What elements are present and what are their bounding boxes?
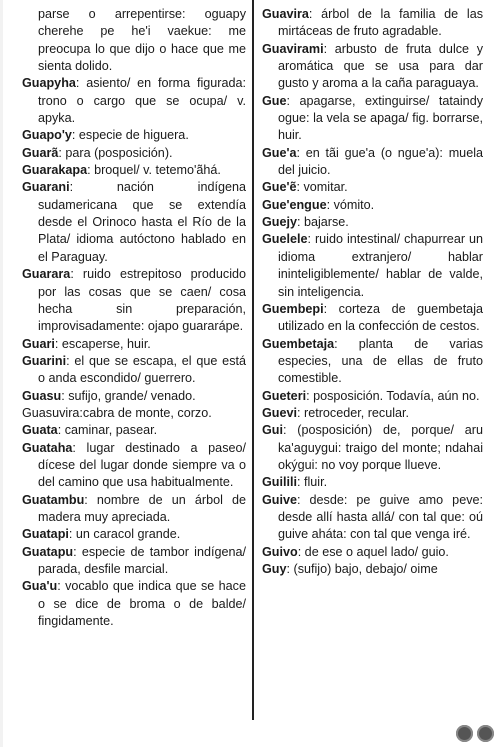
dictionary-entry	[22, 75, 246, 127]
dictionary-entry	[262, 93, 483, 145]
entry-headword: Gue	[262, 93, 287, 108]
entry-definition: : asiento/ en forma figurada: trono o cargo que se ocupa/ v. apyka.	[38, 76, 246, 126]
dictionary-entry	[22, 353, 246, 388]
entry-definition: : caminar, pasear.	[57, 423, 158, 438]
continued-entry-text: parse o arrepentirse: oguapy cherehe pe he'i vaekue: me preocupa lo que dijo o hace que me sienta dolido.	[38, 7, 246, 74]
entry-headword: Guy	[262, 562, 287, 576]
entry-definition: : corteza de guembetaja utilizado en la confección de cestos.	[278, 301, 483, 334]
entry-definition: : posposición. Todavía, aún no.	[306, 388, 480, 403]
entry-headword: Guelele	[262, 232, 308, 247]
dictionary-entry	[262, 544, 483, 561]
left-entry-list	[22, 75, 246, 630]
entry-definition: : apagarse, extinguirse/ tataindy ogue: la vela se apaga/ fig. borrarse, huir.	[278, 93, 483, 143]
dictionary-entry	[22, 162, 246, 179]
entry-definition: : para (posposición).	[58, 145, 173, 160]
entry-headword: Guive	[262, 492, 297, 507]
dictionary-entry	[262, 474, 483, 491]
entry-definition: : escaperse, huir.	[54, 336, 151, 351]
entry-definition: : (sufijo) bajo, debajo/ oime	[286, 562, 438, 576]
entry-headword: Guembetaja	[262, 336, 335, 351]
right-column	[262, 6, 483, 578]
page-edge	[0, 0, 3, 747]
dictionary-entry	[22, 422, 246, 439]
entry-definition: : nombre de un árbol de madera muy apreciada.	[38, 492, 246, 524]
dictionary-entry	[262, 405, 483, 422]
entry-headword: Guarani	[22, 180, 70, 195]
entry-definition: : ruido intestinal/ chapurrear un idioma extranjero/ hablar ininteligiblemente/ hablar de valde, sin inteligencia.	[278, 232, 483, 299]
dictionary-entry	[22, 440, 246, 492]
dictionary-entry	[22, 388, 246, 405]
circle-badge-icon	[456, 725, 473, 742]
corner-badges	[456, 725, 494, 742]
dictionary-entry	[22, 526, 246, 543]
dictionary-entry	[262, 41, 483, 93]
entry-definition: : de ese o aquel lado/ guio.	[297, 544, 449, 559]
left-column	[22, 6, 246, 630]
entry-definition: Guasuvira:cabra de monte, corzo.	[22, 405, 212, 420]
dictionary-entry	[262, 6, 483, 41]
entry-headword: Guavira	[262, 7, 309, 21]
entry-headword: Guilili	[262, 475, 297, 490]
dictionary-entry	[262, 492, 483, 544]
entry-definition: : desde: pe guive amo peve: desde allí hasta allá/ con tal que: oú guive aháta: con tal que venga iré.	[278, 492, 483, 542]
dictionary-entry	[22, 578, 246, 630]
circle-badge-icon	[477, 725, 494, 742]
dictionary-entry	[262, 179, 483, 196]
entry-headword: Guembepi	[262, 301, 324, 316]
entry-definition: : vomitar.	[296, 180, 348, 195]
entry-definition: : sufijo, grande/ venado.	[61, 388, 196, 403]
entry-definition: : especie de higuera.	[71, 128, 189, 143]
dictionary-entry	[22, 405, 246, 422]
entry-headword: Gua'u	[22, 579, 58, 594]
entry-headword: Guarakapa	[22, 163, 88, 178]
entry-headword: Guasu	[22, 388, 62, 403]
dictionary-entry	[262, 145, 483, 180]
entry-headword: Guapyha	[22, 76, 76, 91]
dictionary-entry	[22, 336, 246, 353]
dictionary-entry	[22, 266, 246, 335]
dictionary-entry	[22, 127, 246, 144]
entry-headword: Guivo	[262, 544, 298, 559]
entry-headword: Guata	[22, 423, 58, 438]
dictionary-entry	[262, 231, 483, 300]
entry-definition: : (posposición) de, porque/ aru ka'aguygui: traigo del monte; ndahai okýgui: no voy porque llueve.	[278, 423, 483, 472]
entry-headword: Guarã	[22, 145, 59, 160]
entry-definition: : árbol de la familia de las mirtáceas de fruto agradable.	[278, 7, 483, 39]
entry-headword: Guarini	[22, 353, 67, 368]
entry-definition: : arbusto de fruta dulce y aromática que se usa para dar gusto y aroma a la caña paraguaya.	[278, 41, 483, 91]
entry-definition: : planta de varias especies, una de ellas de fruto comestible.	[278, 336, 483, 386]
entry-definition: : ruido estrepitoso producido por las cosas que se caen/ cosa hecha sin preparación, improvisadamente: ojapo guararápe.	[38, 267, 246, 334]
entry-headword: Gue'a	[262, 145, 297, 160]
entry-definition: : lugar destinado a paseo/ dícese del lugar donde siempre va o del camino que usa habitualmente.	[38, 440, 246, 490]
entry-headword: Guarara	[22, 267, 71, 282]
entry-definition: : un caracol grande.	[68, 527, 181, 542]
dictionary-entry	[262, 301, 483, 336]
entry-definition: : el que se escapa, el que está o anda escondido/ guerrero.	[38, 353, 246, 386]
entry-headword: Guevi	[262, 405, 297, 420]
dictionary-entry	[22, 492, 246, 527]
entry-headword: Guapo'y	[22, 128, 72, 143]
entry-definition: : en tãi gue'a (o ngue'a): muela del juicio.	[278, 145, 483, 178]
entry-headword: Guejy	[262, 215, 297, 230]
dictionary-entry	[22, 544, 246, 579]
entry-headword: Gue'ẽ	[262, 180, 297, 195]
entry-headword: Guatapi	[22, 527, 69, 542]
entry-headword: Guari	[22, 336, 55, 351]
right-entry-list	[262, 6, 483, 578]
entry-headword: Guatapu	[22, 544, 74, 559]
entry-definition: : broquel/ v. tetemo'ãhá.	[87, 163, 221, 178]
dictionary-entry	[262, 336, 483, 388]
entry-headword: Gueteri	[262, 388, 307, 403]
entry-headword: Gui	[262, 423, 283, 438]
dictionary-entry	[262, 561, 483, 578]
dictionary-entry	[262, 214, 483, 231]
dictionary-entry	[262, 388, 483, 405]
entry-definition: : retroceder, recular.	[297, 405, 409, 420]
entry-definition: : bajarse.	[297, 215, 349, 230]
dictionary-entry	[22, 179, 246, 266]
entry-headword: Guataha	[22, 440, 73, 455]
entry-headword: Guatambu	[22, 492, 85, 507]
entry-headword: Guavirami	[262, 41, 324, 56]
entry-definition: : vómito.	[326, 197, 375, 212]
entry-headword: Gue'engue	[262, 197, 327, 212]
dictionary-entry	[22, 145, 246, 162]
dictionary-entry	[262, 422, 483, 474]
entry-definition: : nación indígena sudamericana que se extendía desde el Orinoco hasta el Río de la Plata/ idioma autóctono hablado en el Paraguay.	[38, 180, 246, 264]
entry-definition: : vocablo que indica que se hace o se dice de broma o de balde/ fingidamente.	[38, 579, 246, 629]
entry-definition: : especie de tambor indígena/ parada, desfile marcial.	[38, 544, 246, 576]
dictionary-entry	[262, 197, 483, 214]
entry-definition: : fluir.	[296, 475, 328, 490]
column-divider	[252, 0, 254, 720]
